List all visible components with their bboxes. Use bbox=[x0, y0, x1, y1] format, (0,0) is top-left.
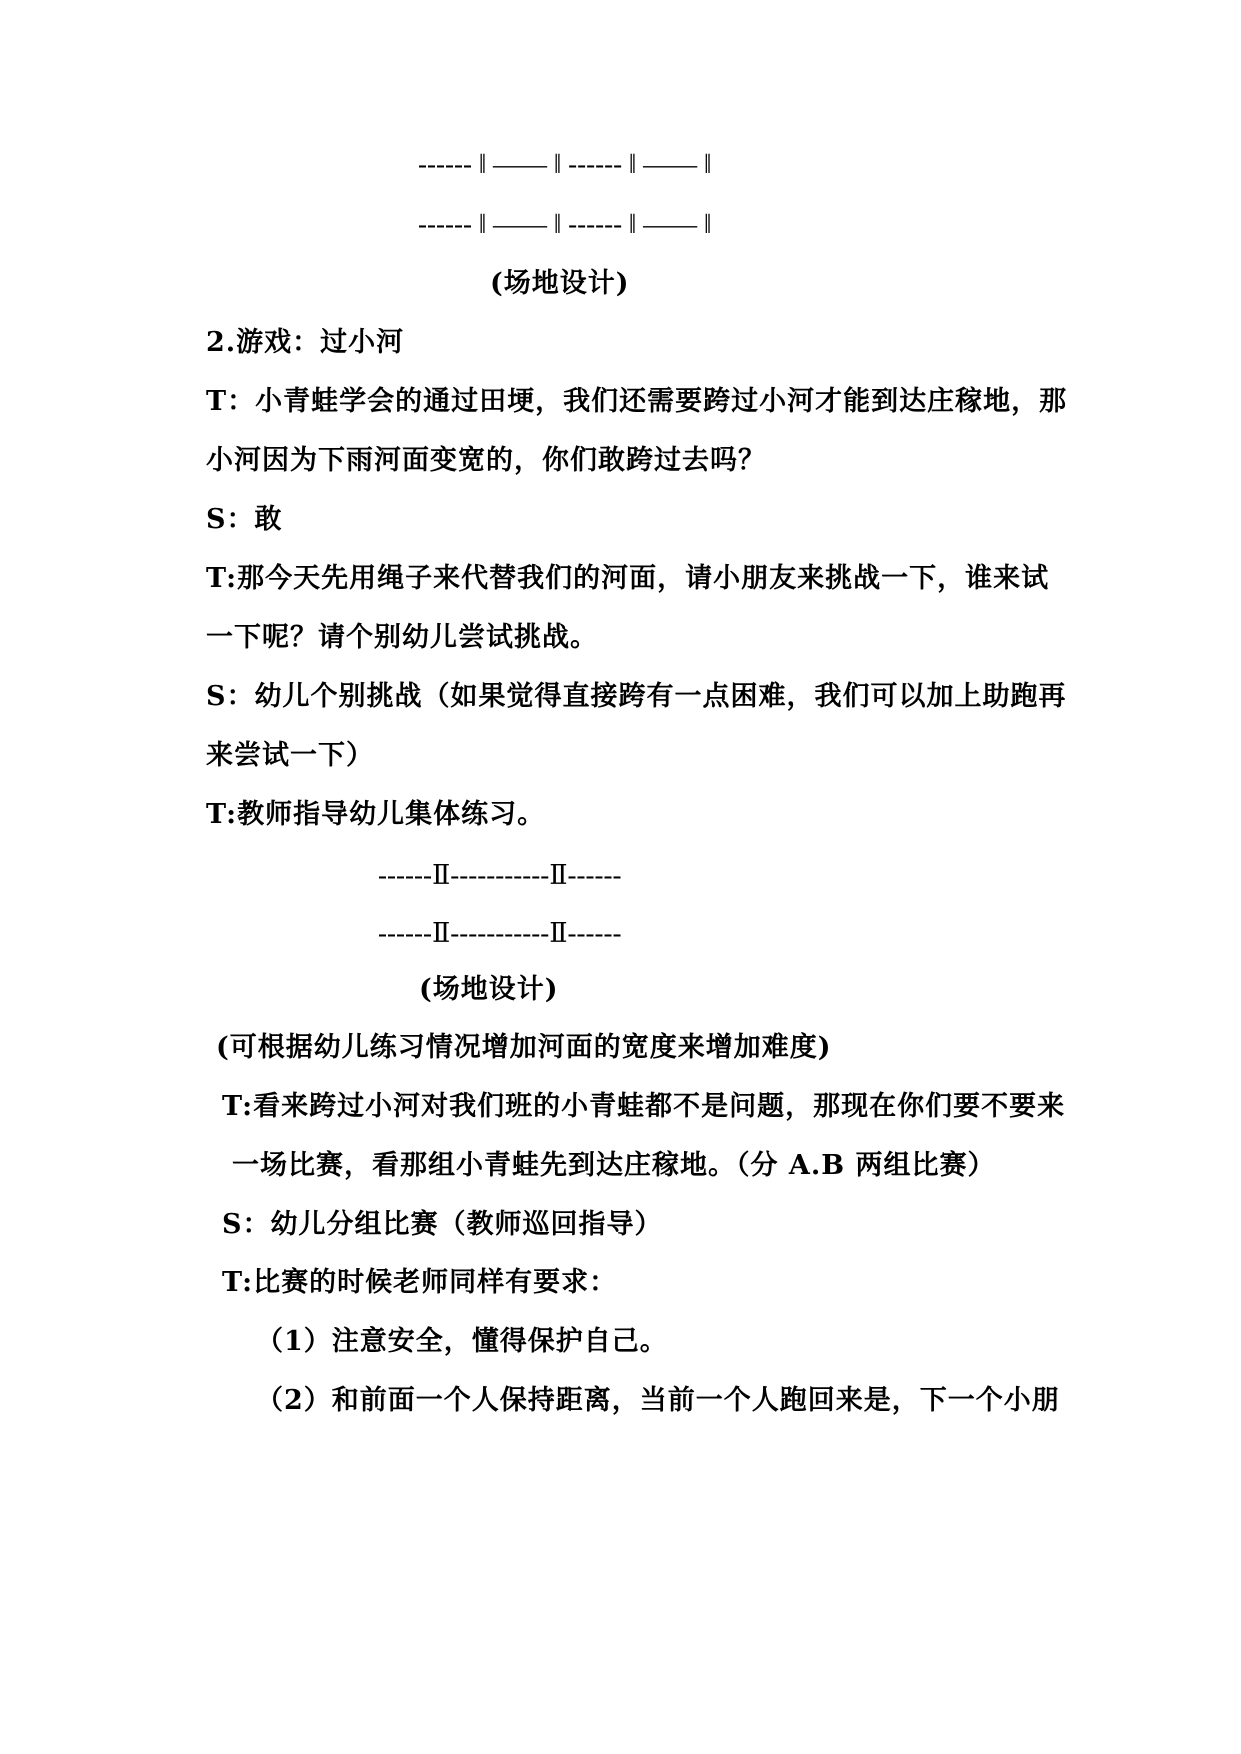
difficulty-note: (可根据幼儿练习情况增加河面的宽度来增加难度) bbox=[216, 1032, 832, 1063]
teacher-line-continued: 小河因为下雨河面变宽的，你们敢跨过去吗？ bbox=[206, 445, 766, 476]
student-line-continued: 来尝试一下） bbox=[206, 740, 374, 771]
teacher-line: T:看来跨过小河对我们班的小青蛙都不是问题，那现在你们要不要来 bbox=[222, 1091, 1066, 1122]
river-diagram-row-1: ------Ⅱ-----------Ⅱ------ bbox=[378, 860, 622, 890]
teacher-line-continued: 一场比赛，看那组小青蛙先到达庄稼地。（分 A.B 两组比赛） bbox=[232, 1150, 996, 1181]
teacher-line: T：小青蛙学会的通过田埂，我们还需要跨过小河才能到达庄稼地，那 bbox=[206, 386, 1068, 417]
student-line: S：幼儿个别挑战（如果觉得直接跨有一点困难，我们可以加上助跑再 bbox=[206, 681, 1067, 712]
teacher-line: T:那今天先用绳子来代替我们的河面，请小朋友来挑战一下，谁来试 bbox=[206, 563, 1050, 594]
rule-item-1: （1）注意安全，懂得保护自己。 bbox=[256, 1326, 668, 1357]
teacher-line: T:教师指导幼儿集体练习。 bbox=[206, 799, 546, 830]
teacher-line: T:比赛的时候老师同样有要求： bbox=[222, 1267, 618, 1298]
rule-item-2: （2）和前面一个人保持距离，当前一个人跑回来是，下一个小朋 bbox=[256, 1385, 1060, 1416]
teacher-line-continued: 一下呢？请个别幼儿尝试挑战。 bbox=[206, 622, 598, 653]
field-diagram-row-2: ------ ‖ –––– ‖ ------ ‖ –––– ‖ bbox=[418, 209, 712, 239]
student-line: S：敢 bbox=[206, 504, 283, 535]
section-heading: 2.游戏：过小河 bbox=[206, 327, 405, 358]
field-diagram-row-1: ------ ‖ –––– ‖ ------ ‖ –––– ‖ bbox=[418, 149, 712, 179]
field-diagram-caption: (场地设计) bbox=[490, 268, 630, 299]
river-diagram-row-2: ------Ⅱ-----------Ⅱ------ bbox=[378, 918, 622, 948]
river-diagram-caption: (场地设计) bbox=[419, 974, 559, 1005]
student-line: S：幼儿分组比赛（教师巡回指导） bbox=[222, 1209, 663, 1240]
